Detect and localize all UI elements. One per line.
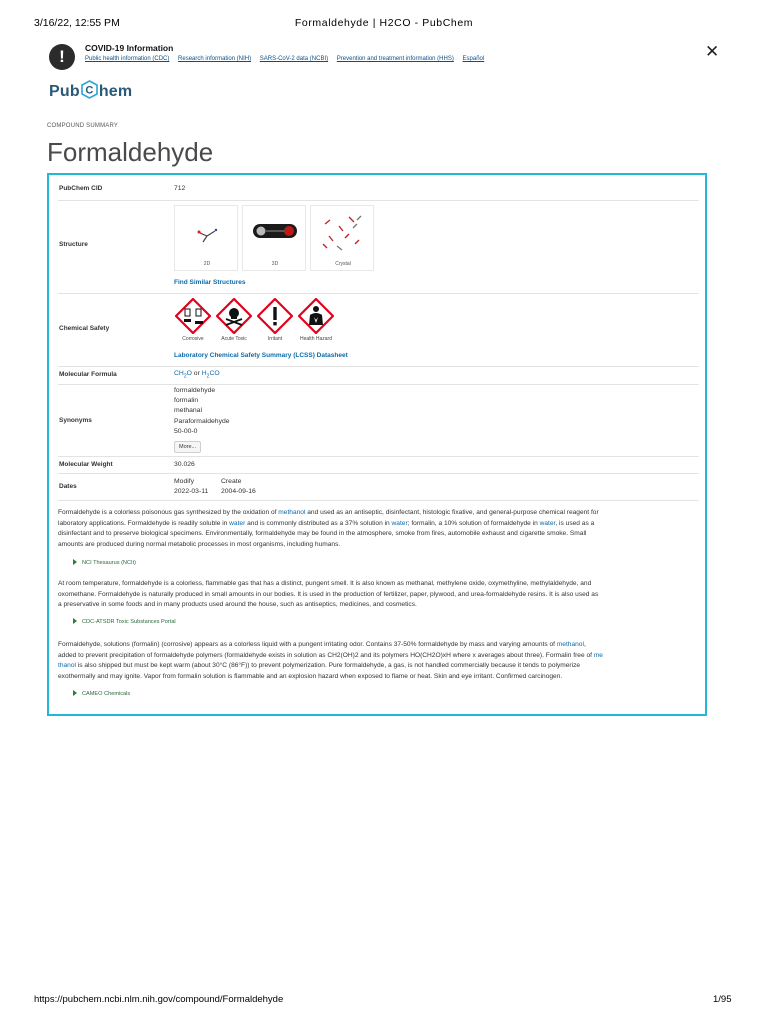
thumb-caption-crystal: Crystal	[335, 261, 351, 267]
source-link-ncit[interactable]	[73, 559, 136, 566]
logo-hex-letter: C	[85, 84, 94, 97]
structure-thumb-crystal[interactable]	[310, 205, 374, 271]
chemical-safety-label: Chemical Safety	[59, 325, 110, 332]
modify-date: 2022-03-11	[174, 488, 209, 495]
thumb-caption-2d: 2D	[203, 261, 211, 267]
expand-triangle-icon	[73, 559, 77, 565]
description-line	[58, 519, 699, 530]
covid-link-ncbi[interactable]: SARS-CoV-2 data (NCBI)	[259, 56, 329, 62]
ghs-health-hazard[interactable]	[297, 298, 335, 342]
formula-a-sub: 2	[183, 373, 187, 380]
synonym-item: methanal	[174, 407, 202, 415]
methanol-link[interactable]: me	[593, 651, 603, 659]
description-line	[58, 640, 699, 651]
description-line	[58, 651, 699, 662]
description-paragraph	[58, 640, 699, 682]
modify-column	[174, 477, 208, 497]
cid-label: PubChem CID	[59, 185, 103, 192]
exclamation-icon	[257, 298, 293, 334]
lcss-datasheet-link[interactable]: Laboratory Chemical Safety Summary (LCSS) Datasheet	[174, 352, 348, 359]
print-footer	[0, 994, 768, 1008]
source-label: CDC-ATSDR Toxic Substances Portal	[82, 619, 176, 625]
formula-b-suffix: CO	[209, 370, 220, 377]
text-span: Formaldehyde, solutions (formalin) (corrosive) appears as a colorless liquid with a pungent irritating odor. Contains 37-50% formaldehyde by mass and varying amounts of	[58, 641, 557, 648]
ghs-caption-health-hazard: Health Hazard	[300, 336, 332, 342]
row-molecular-weight	[58, 457, 699, 474]
structure-label: Structure	[59, 241, 88, 248]
compound-summary-label: COMPOUND SUMMARY	[47, 123, 119, 129]
text-span: and is commonly distributed as a 37% solution in	[245, 519, 392, 527]
create-date: 2004-09-16	[221, 488, 256, 495]
page-title: Formaldehyde	[47, 137, 214, 167]
synonym-item: formaldehyde	[174, 387, 216, 394]
text-span: and used as an antiseptic, disinfectant, histologic fixative, and general-purpose chemical reagent for	[305, 509, 599, 516]
formula-b-prefix: H	[201, 370, 207, 377]
molecular-formula-label: Molecular Formula	[59, 371, 117, 378]
modify-label: Modify	[174, 478, 195, 485]
ghs-acute-toxic[interactable]	[215, 298, 253, 342]
logo-text-right: hem	[98, 83, 133, 100]
close-icon[interactable]: ✕	[705, 42, 720, 61]
covid-link-nih[interactable]: Research information (NIH)	[178, 56, 252, 62]
corrosive-icon	[175, 298, 211, 334]
formula-a-suffix: O	[186, 370, 192, 377]
text-span: ,	[583, 641, 586, 648]
description-line: a preservative in some foods and in many products used around the house, such as antiseptics, medicines, and cosmetics.	[58, 601, 417, 608]
source-label: CAMEO Chemicals	[82, 691, 131, 697]
dates-label: Dates	[59, 483, 77, 490]
molecular-weight-value: 30.026	[174, 461, 195, 468]
covid-link-hhs[interactable]: Prevention and treatment information (HHS)	[336, 56, 454, 62]
text-span: laboratory applications. Formaldehyde is readily soluble in	[58, 519, 230, 527]
synonyms-more-button[interactable]: More...	[174, 441, 201, 453]
description-line	[58, 508, 699, 519]
health-hazard-icon	[298, 298, 334, 334]
covid-link-espanol[interactable]: Español	[462, 56, 485, 62]
text-span: added to prevent precipitation of formaldehyde polymers (formaldehyde exists in solution as CH2(OH)2 and its polymers HO(CH2O)xH where x averages about three). Formalin free of	[58, 651, 594, 659]
synonym-item: formalin	[174, 397, 199, 405]
create-label: Create	[221, 478, 242, 485]
print-header	[0, 17, 768, 31]
ghs-corrosive[interactable]	[174, 298, 212, 342]
synonym-item: 50-00-0	[174, 427, 198, 435]
water-link[interactable]: water	[539, 519, 556, 527]
expand-triangle-icon	[73, 618, 77, 624]
row-molecular-formula	[58, 367, 699, 385]
formula-or: or	[191, 370, 202, 377]
description-line: amounts are produced during normal metabolic processes in most organisms, including humans.	[58, 540, 341, 548]
methanol-link[interactable]: thanol	[58, 662, 76, 669]
molecule-2d-icon	[183, 214, 231, 254]
formula-link-ch2o[interactable]	[174, 370, 192, 380]
molecule-3d-icon	[251, 214, 299, 254]
description-paragraph	[58, 508, 699, 550]
synonyms-label: Synonyms	[59, 417, 92, 424]
skull-icon	[216, 298, 252, 334]
expand-triangle-icon	[73, 690, 77, 696]
cid-value: 712	[174, 185, 186, 192]
print-url: https://pubchem.ncbi.nlm.nih.gov/compound/Formaldehyde	[34, 994, 284, 1005]
synonyms-list	[174, 386, 230, 437]
description-line: exothermally and may ignite. Vapor from formalin solution is flammable and an explosion hazard when exposed to flame or heat. Skin and eye irritant. Confirmed carcinogen.	[58, 672, 563, 680]
description-paragraph	[58, 579, 699, 611]
molecular-formula-value	[174, 370, 220, 379]
source-label: NCI Thesaurus (NCIt)	[82, 560, 136, 566]
logo-hexagon-icon	[81, 80, 98, 99]
row-synonyms	[58, 385, 699, 457]
molecular-weight-label: Molecular Weight	[59, 461, 113, 468]
ghs-caption-irritant: Irritant	[267, 336, 283, 342]
formula-b-sub: 2	[206, 373, 210, 380]
covid-title: COVID-19 Information	[85, 43, 174, 53]
structure-thumb-3d[interactable]	[242, 205, 306, 271]
text-span: Formaldehyde is a colorless poisonous gas synthesized by the oxidation of	[58, 509, 279, 516]
row-cid	[58, 181, 699, 201]
water-link[interactable]: water	[391, 519, 408, 527]
pubchem-logo[interactable]	[49, 80, 132, 102]
print-datetime: 3/16/22, 12:55 PM	[34, 17, 120, 29]
formula-a-prefix: CH	[174, 370, 184, 377]
ghs-caption-corrosive: Corrosive	[182, 336, 204, 342]
description-line: oxomethane. Formaldehyde is naturally produced in small amounts in our bodies. It is used in the production of fertilizer, paper, plywood, and urea-formaldehyde resins. It is also used as	[58, 590, 599, 598]
structure-thumb-2d[interactable]	[174, 205, 238, 271]
row-chemical-safety	[58, 294, 699, 367]
text-span: is also shipped but must be kept warm (about 30°C (86°F)) to prevent polymerization. Pure formaldehyde, a gas, is not handled commercially because it tends to polymerize	[75, 662, 581, 669]
print-page-number: 1/95	[713, 994, 732, 1005]
water-link[interactable]: water	[229, 519, 246, 527]
thumb-caption-3d: 3D	[271, 261, 279, 267]
methanol-link[interactable]: methanol	[556, 641, 584, 648]
description-line: At room temperature, formaldehyde is a colorless, flammable gas that has a distinct, pungent smell. It is also known as methanal, methylene oxide, oxymethyline, methylaldehyde, and	[58, 580, 592, 587]
alert-icon: !	[49, 44, 75, 70]
text-span: ; formalin, a 10% solution of formaldehyde in	[407, 519, 540, 527]
summary-box	[47, 173, 707, 716]
row-structure	[58, 201, 699, 294]
source-link-cameo[interactable]	[73, 690, 130, 697]
description-line: disinfectant and to preserve biological specimens. Environmentally, formaldehyde may be found in the atmosphere, smoke from fires, automobile exhaust and cigarette smoke. Small	[58, 530, 587, 537]
print-page-title: Formaldehyde | H2CO - PubChem	[294, 17, 474, 29]
text-span: , is used as a	[555, 519, 595, 527]
source-link-atsdr[interactable]	[73, 618, 176, 625]
crystal-structure-icon	[319, 214, 367, 254]
covid-links	[85, 56, 491, 62]
covid-banner	[49, 42, 729, 72]
create-column	[221, 477, 256, 497]
formula-link-h2co[interactable]	[201, 370, 220, 380]
methanol-link[interactable]: methanol	[278, 509, 306, 516]
ghs-irritant[interactable]	[256, 298, 294, 342]
ghs-caption-acute-toxic: Acute Toxic	[221, 336, 247, 342]
logo-text-left: Pub	[49, 83, 80, 100]
find-similar-link[interactable]: Find Similar Structures	[174, 279, 246, 286]
description-line	[58, 661, 699, 672]
synonym-item: Paraformaldehyde	[174, 417, 230, 425]
covid-link-cdc[interactable]: Public health information (CDC)	[85, 56, 170, 62]
row-dates	[58, 474, 699, 501]
